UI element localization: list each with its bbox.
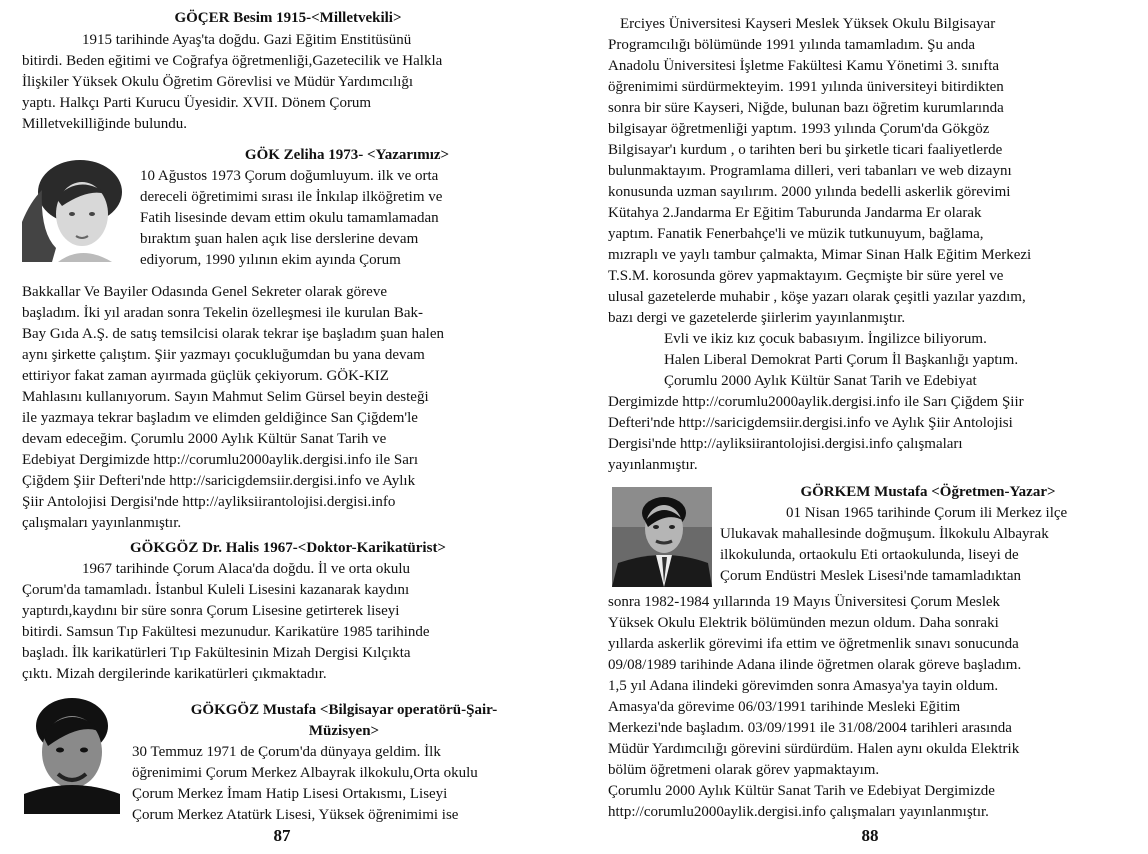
- text-line: http://corumlu2000aylik.dergisi.info çalışmaları yayınlanmıştır.: [608, 804, 989, 820]
- text-line: 1,5 yıl Adana ilindeki görevimden sonra Amasya'ya tayin oldum.: [608, 678, 999, 694]
- text-line: bölüm öğretmeni olarak görev yapmaktayım.: [608, 762, 880, 778]
- text-line: bitirdi. Samsun Tıp Fakültesi mezunudur. Karikatüre 1985 tarihinde: [22, 624, 430, 640]
- text-line: Merkezi'nde başladım. 03/09/1991 ile 31/08/2004 tarihleri arasında: [608, 720, 1012, 736]
- text-line: Mahlasını kullanıyorum. Sayın Mahmut Selim Gürsel beyin desteği: [22, 389, 429, 405]
- text-line: bıraktım şuan halen açık lise derslerine devam: [140, 231, 419, 247]
- text-line: Çorumlu 2000 Aylık Kültür Sanat Tarih ve Edebiyat: [664, 373, 977, 389]
- text-line: ediyorum, 1990 yılının ekim ayında Çorum: [140, 252, 401, 268]
- text-line: öğrenimimi Çorum Merkez Albayrak ilkokulu,Orta okulu: [132, 765, 478, 781]
- text-line: konusunda uzman sayılırım. 2000 yılında bedelli askerlik görevimi: [608, 184, 1011, 200]
- text-line: dereceli öğretimimi sırası ile İnkılap ilköğretim ve: [140, 189, 443, 205]
- text-line: ettiriyor fakat zaman ayırmada güçlük çekiyorum. GÖK-KIZ: [22, 368, 389, 384]
- text-line: Şiir Antolojisi Dergisi'nde http://ayliksiirantolojisi.dergisi.info: [22, 494, 396, 510]
- text-line: başladı. İlk karikatürleri Tıp Fakültesinin Mizah Dergisi Kılçıkta: [22, 645, 411, 661]
- text-line: yaptırdı,kaydını bir süre sonra Çorum Lisesine getirterek liseyi: [22, 603, 400, 619]
- entry-heading: GÖKGÖZ Mustafa <Bilgisayar operatörü-Şair-: [190, 702, 498, 718]
- text-line: 01 Nisan 1965 tarihinde Çorum ili Merkez ilçe: [786, 505, 1068, 521]
- text-line: Bay Gıda A.Ş. de satış temsilcisi olarak tekrar işe başladım şuan halen: [22, 326, 444, 342]
- text-line: bitirdi. Beden eğitimi ve Coğrafya öğretmenliği,Gazetecilik ve Halkla: [22, 53, 443, 69]
- text-line: Çorum Merkez Atatürk Lisesi, Yüksek öğrenimimi ise: [132, 807, 459, 823]
- text-line: yaptı. Halkçı Parti Kurucu Üyesidir. XVII. Dönem Çorum: [22, 95, 372, 111]
- text-line: yıllarda askerlik görevimi ifa ettim ve öğretmenlik sınavı sonucunda: [608, 636, 1019, 652]
- text-line: ulusal gazetelerde muhabir , köşe yazarı olarak çeşitli yazılar yazdım,: [608, 289, 1026, 305]
- text-line: Çorumlu 2000 Aylık Kültür Sanat Tarih ve Edebiyat Dergimizde: [608, 783, 995, 799]
- text-line: Müdür Yardımcılığı görevini sürdürdüm. Halen aynı okulda Elektrik: [608, 741, 1020, 757]
- text-line: Erciyes Üniversitesi Kayseri Meslek Yüksek Okulu Bilgisayar: [620, 16, 996, 32]
- text-line: Fatih lisesinde devam ettim okulu tamamlamadan: [140, 210, 439, 226]
- text-line: Milletvekilliğinde bulundu.: [22, 116, 187, 132]
- text-line: Yüksek Okulu Elektrik bölümünden mezun oldum. Daha sonraki: [608, 615, 999, 631]
- text-line: mızraplı ve yaylı tambur çalmakta, Mimar Sinan Halk Eğitim Merkezi: [608, 247, 1032, 263]
- text-line: Kütahya 2.Jandarma Er Eğitim Taburunda Jandarma Er olarak: [608, 205, 982, 221]
- left-page: [22, 0, 554, 854]
- text-line: Defteri'nde http://saricigdemsiir.dergisi.info ve Aylık Şiir Antolojisi: [608, 415, 1013, 431]
- text-line: sonra bir süre Kayseri, Niğde, bulunan bazı öğretim kurumlarında: [608, 100, 1004, 116]
- text-line: T.S.M. korosunda görev yapmaktayım. Geçmişte bir süre yerel ve: [608, 268, 1004, 284]
- entry-heading: Müzisyen>: [308, 723, 380, 739]
- page-number: 88: [861, 826, 879, 845]
- text-line: 09/08/1989 tarihinde Adana ilinde öğretmen olarak göreve başladım.: [608, 657, 1022, 673]
- text-line: çıktı. Mizah dergilerinde karikatürleri çıkmaktadır.: [22, 666, 327, 682]
- portrait-photo: [612, 487, 712, 587]
- entry-heading: GÖÇER Besim 1915-<Milletvekili>: [174, 10, 402, 26]
- text-line: 30 Temmuz 1971 de Çorum'da dünyaya geldim. İlk: [132, 744, 441, 760]
- text-line: öğrenimimi sürdürmekteyim. 1991 yılında üniversiteyi bitirdikten: [608, 79, 1004, 95]
- text-line: Programcılığı bölümünde 1991 yılında tamamladım. Şu anda: [608, 37, 976, 53]
- text-line: Ulukavak mahallesinde doğmuşum. İlkokulu Albayrak: [720, 526, 1049, 542]
- text-line: Çorum Endüstri Meslek Lisesi'nde tamamladıktan: [720, 568, 1021, 584]
- text-line: Evli ve ikiz kız çocuk babasıyım. İngilizce biliyorum.: [664, 331, 987, 347]
- entry-heading: GÖRKEM Mustafa <Öğretmen-Yazar>: [800, 484, 1056, 500]
- text-line: yaptım. Fanatik Fenerbahçe'li ve müzik tutkunuyum, bağlama,: [608, 226, 984, 242]
- text-line: Çorum'da tamamladı. İstanbul Kuleli Lisesini kazanarak kaydını: [22, 582, 410, 598]
- text-line: Bakkallar Ve Bayiler Odasında Genel Sekreter olarak göreve: [22, 284, 387, 300]
- text-line: Dergimizde http://corumlu2000aylik.dergisi.info ile Sarı Çiğdem Şiir: [608, 394, 1024, 410]
- text-line: Anadolu Üniversitesi İşletme Fakültesi Kamu Yönetimi 3. sınıfta: [608, 58, 1000, 74]
- text-line: İlişkiler Yüksek Okulu Öğretim Görevlisi ve Müdür Yardımcılığı: [22, 74, 414, 90]
- text-line: Çiğdem Şiir Defteri'nde http://saricigdemsiir.dergisi.info ve Aylık: [22, 473, 416, 489]
- right-page: [608, 0, 1136, 854]
- text-line: başladım. İki yıl aradan sonra Tekelin özelleşmesi ile kurulan Bak-: [22, 305, 424, 321]
- text-line: devam edeceğim. Çorumlu 2000 Aylık Kültür Sanat Tarih ve: [22, 431, 387, 447]
- text-line: Halen Liberal Demokrat Parti Çorum İl Başkanlığı yaptım.: [664, 352, 1019, 368]
- text-line: 1915 tarihinde Ayaş'ta doğdu. Gazi Eğitim Enstitüsünü: [82, 32, 412, 48]
- text-line: bilgisayar öğretmenliği yaptım. 1993 yılında Çorum'da Gökgöz: [608, 121, 990, 137]
- text-line: sonra 1982-1984 yıllarında 19 Mayıs Üniversitesi Çorum Meslek: [608, 594, 1001, 610]
- text-line: Edebiyat Dergimizde http://corumlu2000aylik.dergisi.info ile Sarı: [22, 452, 419, 468]
- entry-heading: GÖKGÖZ Dr. Halis 1967-<Doktor-Karikatürist>: [130, 540, 446, 556]
- text-line: Bilgisayar'ı kurdum , o tarihten beri bu şirketle ticari faaliyetlerde: [608, 142, 1003, 158]
- text-line: 1967 tarihinde Çorum Alaca'da doğdu. İl ve orta okulu: [82, 561, 411, 577]
- portrait-photo: [24, 690, 120, 814]
- text-line: Dergisi'nde http://ayliksiirantolojisi.dergisi.info çalışmaları: [608, 436, 963, 452]
- portrait-photo: [22, 152, 126, 262]
- text-line: yayınlanmıştır.: [608, 457, 698, 473]
- text-line: ile yazmaya tekrar başladım ve elimden geldiğince San Çiğdem'le: [22, 410, 418, 426]
- text-line: Amasya'da görevime 06/03/1991 tarihinde Mesleki Eğitim: [608, 699, 961, 715]
- entry-heading: GÖK Zeliha 1973- <Yazarımız>: [244, 147, 450, 163]
- text-line: çalışmaları yayınlanmıştır.: [22, 515, 182, 531]
- text-line: bulunmaktayım. Programlama dilleri, veri tabanları ve web dizaynı: [608, 163, 1012, 179]
- text-line: aynı şirkette çalıştım. Şiir yazmayı çocukluğumdan bu yana devam: [22, 347, 425, 363]
- text-line: bazı dergi ve gazetelerde şiirlerim yayınlanmıştır.: [608, 310, 906, 326]
- text-line: Çorum Merkez İmam Hatip Lisesi Ortakısmı, Liseyi: [132, 786, 448, 802]
- page-number: 87: [273, 826, 291, 845]
- text-line: ilkokulunda, ortaokulu Eti ortaokulunda, liseyi de: [720, 547, 1019, 563]
- text-line: 10 Ağustos 1973 Çorum doğumluyum. ilk ve orta: [140, 168, 439, 184]
